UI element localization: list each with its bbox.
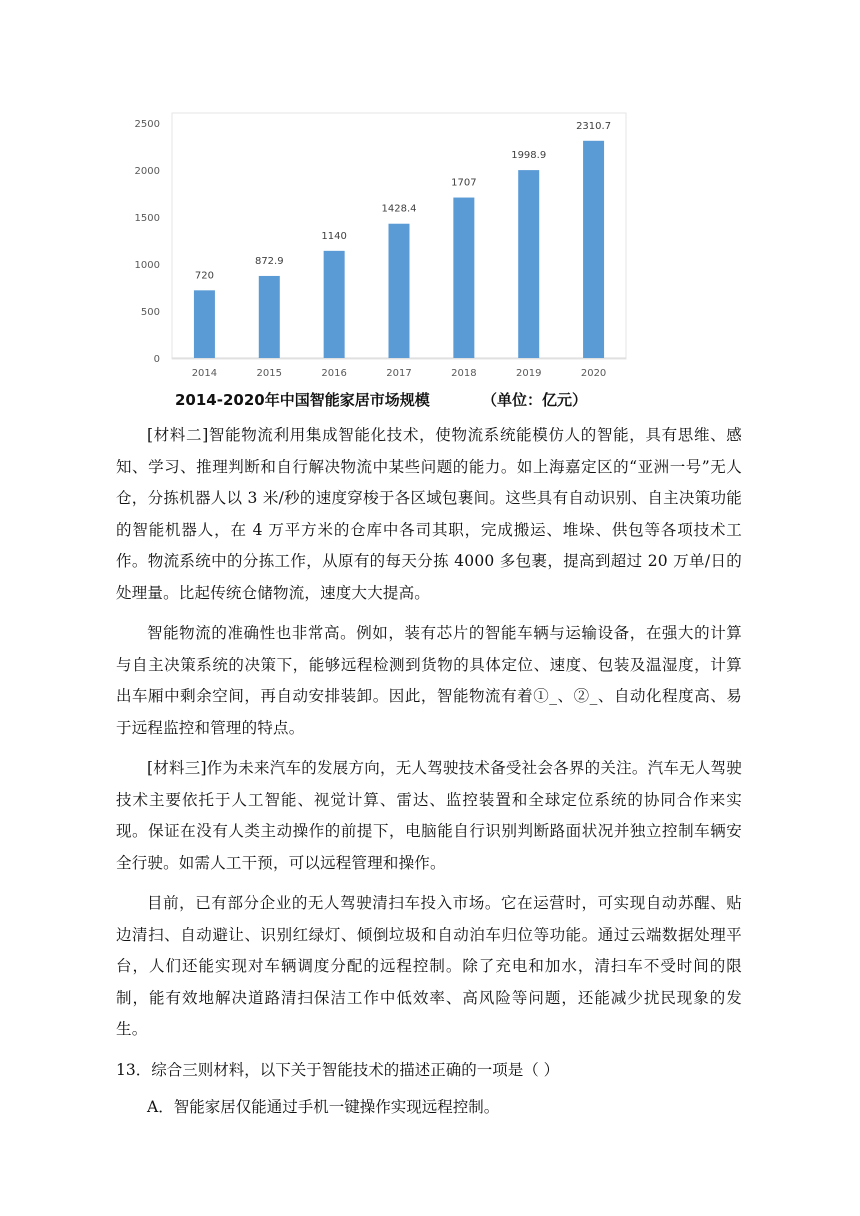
data-label-2015: 872.9 xyxy=(254,255,284,267)
bar-2019 xyxy=(518,170,539,358)
data-label-2017: 1428.4 xyxy=(381,203,417,215)
bar-2014 xyxy=(194,290,215,358)
paragraph-material-2: [材料二]智能物流利用集成智能化技术，使物流系统能模仿人的智能，具有思维、感知、学习、推理判断和自行解决物流中某些问题的能力。如上海嘉定区的“亚洲一号”无人仓，分拣机器人以 3 米/秒的速度穿梭于各区域包裹间。这些具有自动识别、自主决策功能的智能机器人，在 4 万平方米的仓库中各司其职，完成搬运、堆垛、供包等各项技术工作。物流系统中的分拣工作，从原有的每天分拣 4000 多包裹，提高到超过 20 万单/日的处理量。比起传统仓储物流，速度大大提高。 xyxy=(116,426,742,602)
bars-layer xyxy=(194,121,611,358)
bar-2017 xyxy=(389,224,410,358)
x-tick-label: 2018 xyxy=(451,368,477,379)
bar-chart xyxy=(120,105,640,415)
x-tick-label: 2015 xyxy=(256,368,283,379)
question-13-stem: 13．综合三则材料，以下关于智能技术的描述正确的一项是（ ） xyxy=(116,1060,560,1079)
x-tick-label: 2019 xyxy=(515,368,542,379)
chart-svg xyxy=(120,105,640,415)
chart-title: 2014-2020年中国智能家居市场规模 xyxy=(175,391,430,409)
y-tick-label: 2500 xyxy=(134,119,160,130)
chart-unit: （单位：亿元） xyxy=(482,391,588,409)
paragraph-cleaning-vehicle: 目前，已有部分企业的无人驾驶清扫车投入市场。它在运营时，可实现自动苏醒、贴边清扫、自动避让、识别红绿灯、倾倒垃圾和自动泊车归位等功能。通过云端数据处理平台，人们还能实现对车辆调度分配的远程控制。除了充电和加水，清扫车不受时间的限制，能有效地解决道路清扫保洁工作中低效率、高风险等问题，还能减少扰民现象的发生。 xyxy=(116,894,742,1038)
paragraph-logistics-accuracy: 智能物流的准确性也非常高。例如，装有芯片的智能车辆与运输设备，在强大的计算与自主决策系统的决策下，能够远程检测到货物的具体定位、速度、包装及温湿度，计算出车厢中剩余空间，再自动安排装卸。因此，智能物流有着①_、②_、自动化程度高、易于远程监控和管理的特点。 xyxy=(116,624,742,737)
paragraph-material-3: [材料三]作为未来汽车的发展方向，无人驾驶技术备受社会各界的关注。汽车无人驾驶技术主要依托于人工智能、视觉计算、雷达、监控装置和全球定位系统的协同合作来实现。保证在没有人类主动操作的前提下，电脑能自行识别判断路面状况并独立控制车辆安全行驶。如需人工干预，可以远程管理和操作。 xyxy=(116,759,742,872)
bar-2020 xyxy=(583,141,604,358)
y-tick-label: 1000 xyxy=(134,260,160,271)
document-body xyxy=(116,420,742,1124)
question-13-option-a: A．智能家居仅能通过手机一键操作实现远程控制。 xyxy=(147,1098,500,1116)
bar-2015 xyxy=(259,276,280,358)
x-tick-label: 2014 xyxy=(191,368,218,379)
y-tick-label: 500 xyxy=(140,307,160,318)
x-tick-label: 2020 xyxy=(580,368,607,379)
x-tick-label: 2016 xyxy=(321,368,347,379)
bar-2016 xyxy=(324,251,345,358)
y-tick-label: 2000 xyxy=(134,166,160,177)
y-tick-label: 1500 xyxy=(134,213,160,224)
x-tick-label: 2017 xyxy=(386,368,412,379)
y-tick-label: 0 xyxy=(153,354,160,365)
bar-2018 xyxy=(453,198,474,358)
data-label-2020: 2310.7 xyxy=(576,120,612,132)
data-label-2019: 1998.9 xyxy=(511,150,547,162)
data-label-2016: 1140 xyxy=(321,230,347,242)
data-label-2018: 1707 xyxy=(451,177,477,189)
data-label-2014: 720 xyxy=(194,270,214,282)
